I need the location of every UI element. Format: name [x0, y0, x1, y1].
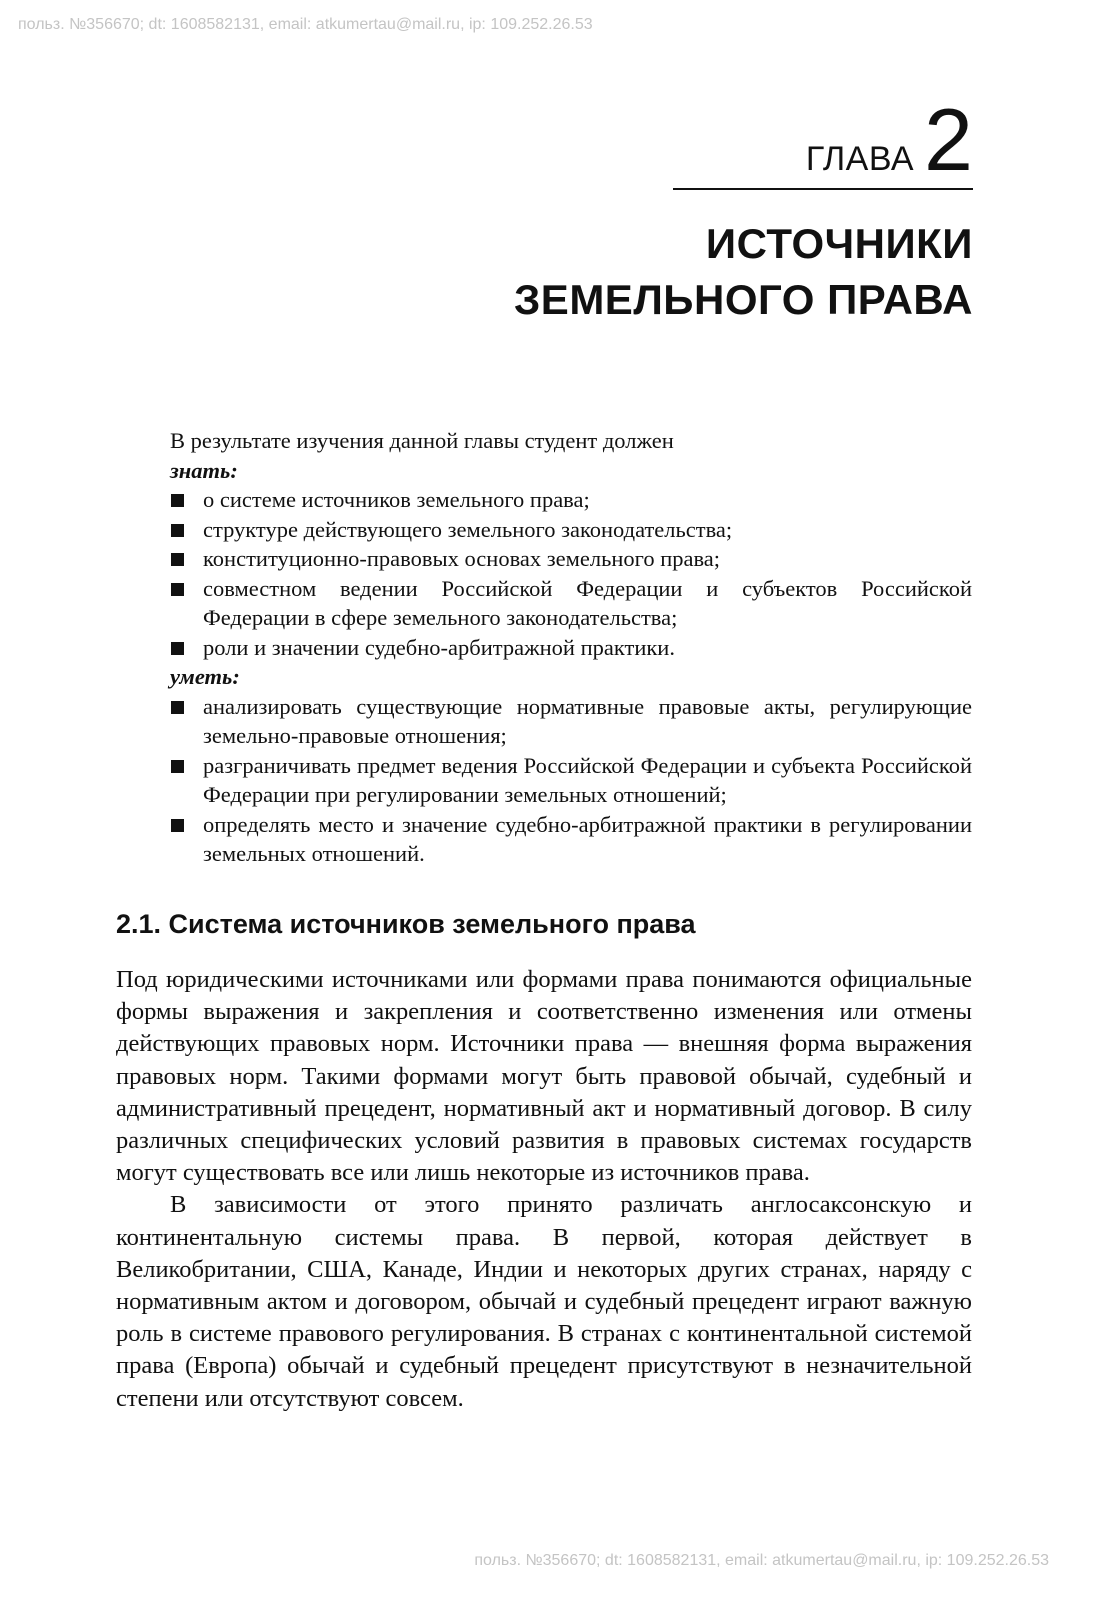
- body-text: [116, 964, 972, 1415]
- list-item: анализировать существующие нормативные правовые акты, регулирующие земельно-правовые отношения;: [170, 692, 972, 751]
- chapter-title: [373, 216, 973, 328]
- know-label: знать:: [170, 457, 238, 483]
- list-item: о системе источников земельного права;: [170, 485, 972, 515]
- list-item: конституционно-правовых основах земельного права;: [170, 544, 972, 574]
- chapter-number: 2: [924, 90, 973, 189]
- chapter-word: ГЛАВА: [805, 140, 915, 178]
- list-item: совместном ведении Российской Федерации и субъектов Российской Федерации в сфере земельного законодательства;: [170, 574, 972, 633]
- can-label: уметь:: [170, 664, 240, 689]
- list-item: определять место и значение судебно-арбитражной практики в регулировании земельных отношений.: [170, 810, 972, 869]
- watermark-top: польз. №356670; dt: 1608582131, email: atkumertau@mail.ru, ip: 109.252.26.53: [18, 16, 593, 33]
- watermark-bottom: польз. №356670; dt: 1608582131, email: atkumertau@mail.ru, ip: 109.252.26.53: [474, 1552, 1049, 1569]
- list-item: структуре действующего земельного законодательства;: [170, 515, 972, 545]
- learning-goals: [170, 426, 972, 869]
- list-item: роли и значении судебно-арбитражной практики.: [170, 633, 972, 663]
- know-list: [170, 485, 972, 662]
- section-heading: 2.1. Система источников земельного права: [116, 909, 696, 939]
- chapter-title-line: ЗЕМЕЛЬНОГО ПРАВА: [514, 276, 973, 323]
- paragraph: Под юридическими источниками или формами права понимаются официальные формы выражения и закрепления и соответственно изменения или отмены действующих правовых норм. Источники права — внешняя форма выражения правовых норм. Такими формами могут быть правовой обычай, судебный и административный прецедент, нормативный акт и нормативный договор. В силу различных специфических условий развития в правовых системах государств могут существовать все или лишь некоторые из источников права.: [116, 966, 972, 1187]
- can-list: [170, 692, 972, 869]
- chapter-header: [673, 90, 973, 190]
- goals-intro: В результате изучения данной главы студент должен: [170, 428, 674, 453]
- list-item: разграничивать предмет ведения Российской Федерации и субъекта Российской Федерации при регулировании земельных отношений;: [170, 751, 972, 810]
- chapter-title-line: ИСТОЧНИКИ: [705, 220, 973, 267]
- paragraph: В зависимости от этого принято различать англосаксонскую и континентальную системы права. В первой, которая действует в Великобритании, США, Канаде, Индии и некоторых других странах, наряду с нормативным актом и договором, обычай и судебный прецедент играют важную роль в системе правового регулирования. В странах с континентальной системой права (Европа) обычай и судебный прецедент присутствуют в незначительной степени или отсутствуют совсем.: [116, 1191, 972, 1412]
